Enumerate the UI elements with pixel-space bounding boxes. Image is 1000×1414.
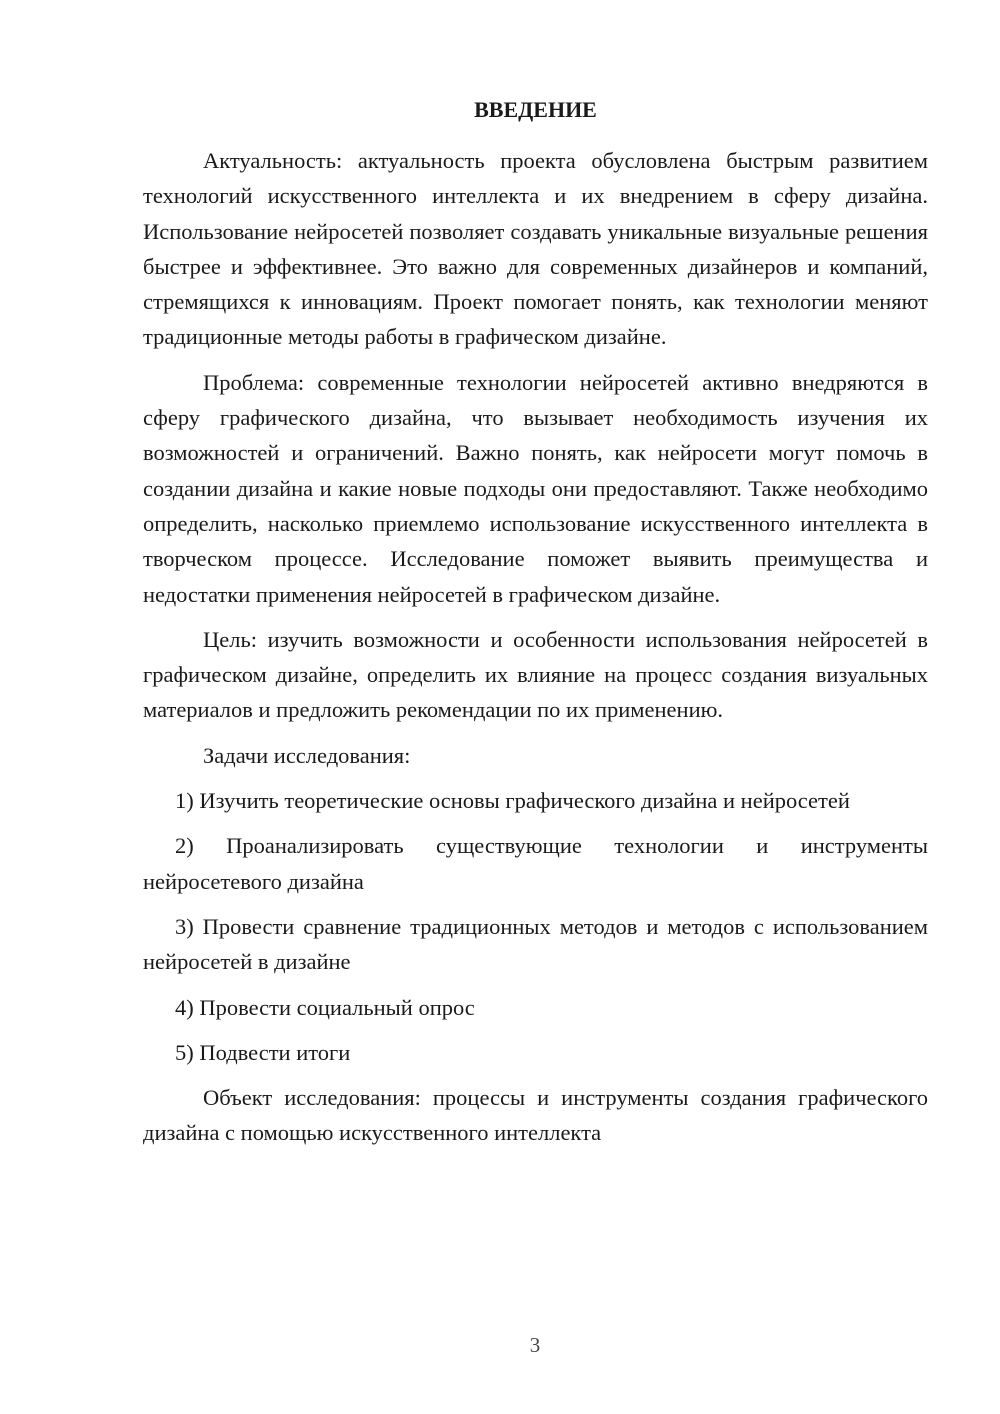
paragraph-relevance: Актуальность: актуальность проекта обусловлена быстрым развитием технологий искусственного интеллекта и их внедрением в сферу дизайна. Использование нейросетей позволяет создавать уникальные визуальные решения быстрее и эффективнее. Это важно для современных дизайнеров и компаний, стремящихся к инновациям. Проект помогает понять, как технологии меняют традиционные методы работы в графическом дизайне. (143, 148, 928, 350)
task-item: 4) Провести социальный опрос (175, 994, 475, 1020)
paragraph-problem: Проблема: современные технологии нейросетей активно внедряются в сферу графического дизайна, что вызывает необходимость изучения их возможностей и ограничений. Важно понять, как нейросети могут помочь в создании дизайна и какие новые подходы они предоставляют. Также необходимо определить, насколько приемлемо использование искусственного интеллекта в творческом процессе. Исследование поможет выявить преимущества и недостатки применения нейросетей в графическом дизайне. (143, 369, 928, 607)
paragraph-object: Объект исследования: процессы и инструменты создания графического дизайна с помощью искусственного интеллекта (143, 1085, 928, 1146)
task-item: 1) Изучить теоретические основы графического дизайна и нейросетей (175, 788, 850, 814)
task-item: 3) Провести сравнение традиционных методов и методов с использованием нейросетей в дизайне (143, 913, 928, 975)
paragraph-goal: Цель: изучить возможности и особенности использования нейросетей в графическом дизайне, определить их влияние на процесс создания визуальных материалов и предложить рекомендации по их применению. (143, 626, 928, 723)
paragraph-tasks-intro: Задачи исследования: (203, 742, 411, 768)
document-page (143, 92, 928, 1161)
section-heading: ВВЕДЕНИЕ (474, 97, 597, 122)
task-item: 5) Подвести итоги (175, 1039, 351, 1065)
page-number: 3 (529, 1333, 541, 1357)
task-item: 2) Проанализировать существующие технологии и инструменты нейросетевого дизайна (143, 833, 928, 894)
